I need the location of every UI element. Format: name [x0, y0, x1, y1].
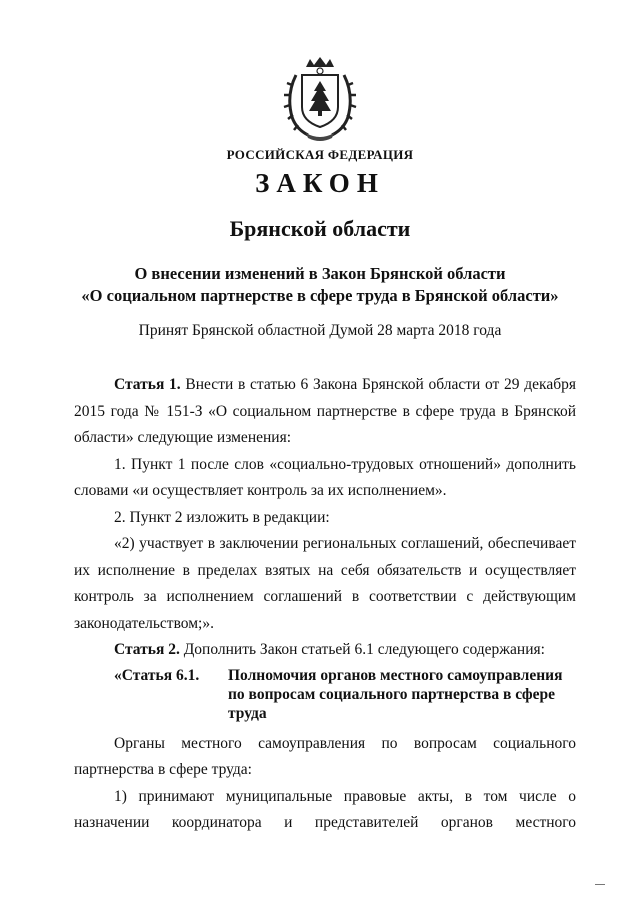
new-article-intro: Органы местного самоуправления по вопросам социального партнерства в сфере труда: — [74, 734, 576, 778]
article-1-item-2: 2. Пункт 2 изложить в редакции: — [114, 508, 330, 526]
adoption-note: Принят Брянской областной Думой 28 марта 2018 года — [138, 322, 502, 339]
article-1-item-1: 1. Пункт 1 после слов «социально-трудовых отношений» дополнить словами «и осуществляет контроль за их исполнением». — [74, 455, 576, 499]
article-1-paragraph — [74, 372, 576, 452]
article-1-label: Статья 1. — [114, 376, 181, 393]
article-1-text: Внести в статью 6 Закона Брянской области от 29 декабря 2015 года № 151-З «О социальном партнерстве в сфере труда в Брянской области» следующие изменения: — [74, 376, 576, 446]
article-2-label: Статья 2. — [114, 641, 180, 658]
document-type-title: ЗАКОН — [255, 168, 385, 198]
country-heading: РОССИЙСКАЯ ФЕДЕРАЦИЯ — [226, 147, 414, 162]
page-mark — [595, 884, 605, 885]
coat-of-arms-emblem — [282, 55, 358, 141]
new-article-point-1: 1) принимают муниципальные правовые акты, в том числе о назначении координатора и представителей органов местного — [74, 787, 576, 831]
law-subject-line-2: «О социальном партнерстве в сфере труда в Брянской области» — [81, 286, 559, 305]
article-1-item-2-quote: «2) участвует в заключении региональных соглашений, обеспечивает их исполнение в пределах взятых на себя обязательств и осуществляет контроль за исполнением соглашений в соответствии с действующим законодательством;». — [74, 535, 576, 632]
article-2-text: Дополнить Закон статьей 6.1 следующего содержания: — [179, 641, 545, 658]
region-title: Брянской области — [229, 216, 411, 241]
law-body — [74, 372, 576, 837]
new-article-title: Полномочия органов местного самоуправления по вопросам социального партнерства в сфере труда — [228, 666, 563, 722]
law-subject-line-1: О внесении изменений в Закон Брянской области — [134, 264, 506, 283]
new-article-number: «Статья 6.1. — [114, 666, 200, 684]
article-2-paragraph — [74, 637, 576, 664]
new-article-heading — [74, 664, 576, 731]
